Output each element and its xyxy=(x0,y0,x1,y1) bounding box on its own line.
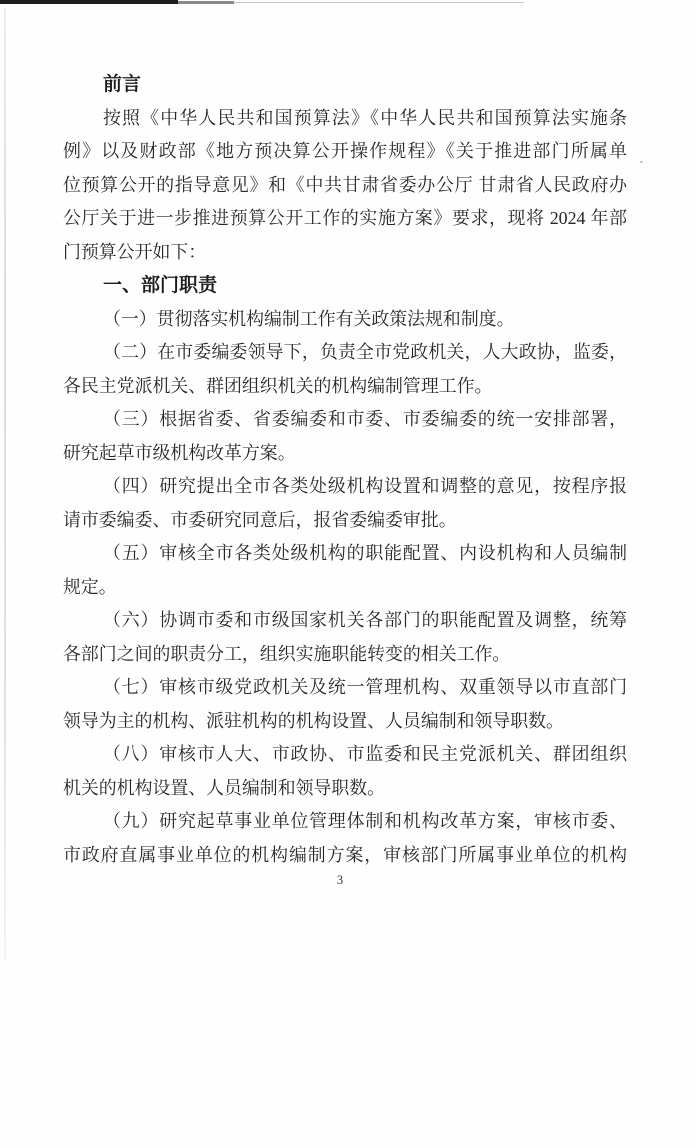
text-line: 领导为主的机构、派驻机构的机构设置、人员编制和领导职数。 xyxy=(63,710,564,731)
text-line: 研究起草市级机构改革方案。 xyxy=(63,442,296,463)
text-line: 市政府直属事业单位的机构编制方案，审核部门所属事业单位的机构 xyxy=(63,844,627,865)
paragraph xyxy=(63,470,627,537)
page-number: 3 xyxy=(336,873,344,887)
paragraph xyxy=(63,805,627,872)
scan-artifact-top-bar xyxy=(0,0,178,4)
text-line: 例》以及财政部《地方预决算公开操作规程》《关于推进部门所属单 xyxy=(63,141,627,161)
text-line: （一）贯彻落实机构编制工作有关政策法规和制度。 xyxy=(103,308,515,329)
paragraph xyxy=(63,738,627,805)
text-line: 规定。 xyxy=(63,576,117,597)
document-content xyxy=(63,68,627,872)
paragraph xyxy=(63,604,627,671)
paragraph xyxy=(63,303,627,337)
text-line: 各部门之间的职责分工，组织实施职能转变的相关工作。 xyxy=(63,643,511,664)
text-line: （五）审核全市各类处级机构的职能配置、内设机构和人员编制 xyxy=(103,543,627,563)
text-line: （七）审核市级党政机关及统一管理机构、双重领导以市直部门 xyxy=(103,677,627,697)
text-line: 位预算公开的指导意见》和《中共甘肃省委办公厅 甘肃省人民政府办 xyxy=(63,174,627,195)
paragraph xyxy=(63,403,627,470)
text-line: （八）审核市人大、市政协、市监委和民主党派机关、群团组织 xyxy=(103,744,627,764)
text-line: 请市委编委、市委研究同意后，报省委编委审批。 xyxy=(63,509,457,530)
text-line: 按照《中华人民共和国预算法》《中华人民共和国预算法实施条 xyxy=(103,107,627,128)
text-line: （六）协调市委和市级国家机关各部门的职能配置及调整，统筹 xyxy=(103,610,627,630)
paragraph xyxy=(63,336,627,403)
text-line: 公厅关于进一步推进预算公开工作的实施方案》要求，现将 2024 年部 xyxy=(63,208,627,228)
text-line: （九）研究起草事业单位管理体制和机构改革方案，审核市委、 xyxy=(103,811,627,831)
text-line: 门预算公开如下： xyxy=(63,241,207,262)
scan-artifact-speck xyxy=(640,161,643,163)
text-line: （三）根据省委、省委编委和市委、市委编委的统一安排部署， xyxy=(103,409,627,429)
paragraph xyxy=(63,537,627,604)
text-line: 机关的机构设置、人员编制和领导职数。 xyxy=(63,777,386,798)
text-line: （二）在市委编委领导下，负责全市党政机关，人大政协，监委， xyxy=(103,342,627,362)
section-heading: 前言 xyxy=(103,74,142,95)
text-line: （四）研究提出全市各类处级机构设置和调整的意见，按程序报 xyxy=(103,476,627,496)
scan-artifact-top-bar-fade xyxy=(178,1,234,4)
section-heading: 一、部门职责 xyxy=(103,275,218,296)
scan-artifact-left-edge-line xyxy=(4,8,6,960)
scan-artifact-top-line xyxy=(234,2,524,3)
text-line: 各民主党派机关、群团组织机关的机构编制管理工作。 xyxy=(63,375,493,396)
paragraph xyxy=(63,102,627,270)
paragraph xyxy=(63,671,627,738)
